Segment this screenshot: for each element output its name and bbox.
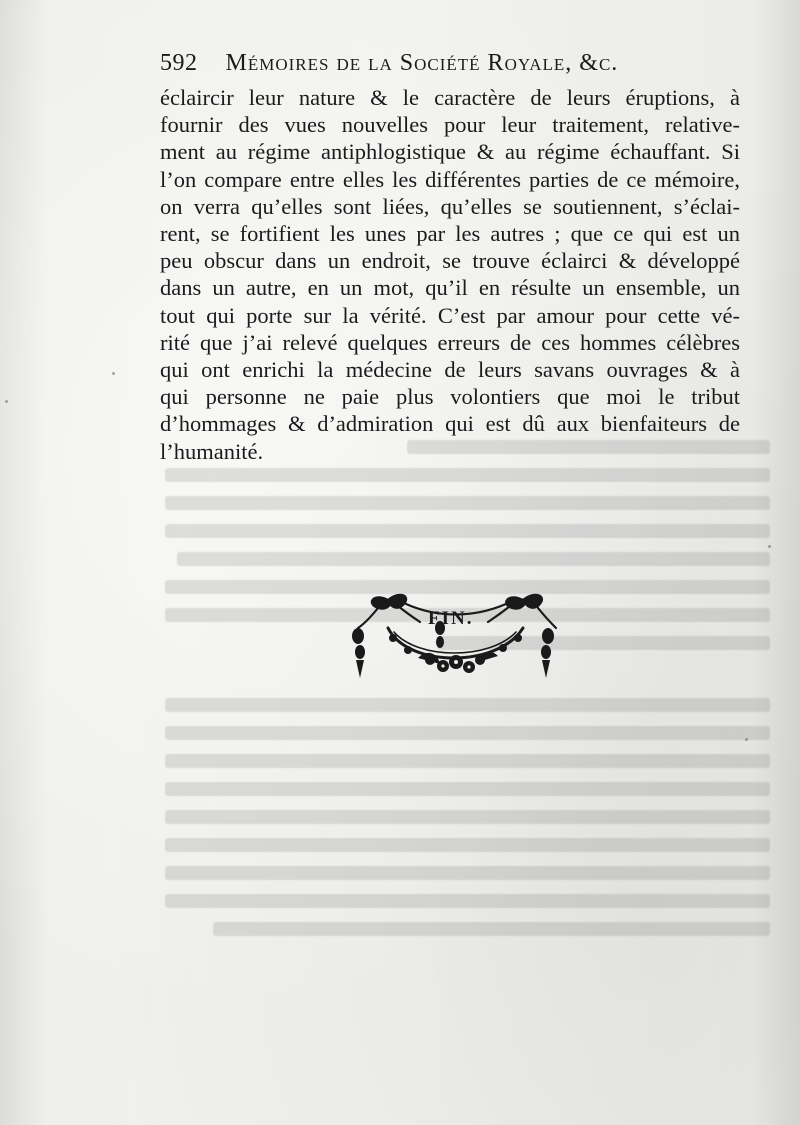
bleed-through-text xyxy=(165,440,770,1000)
paper-speck xyxy=(745,738,748,741)
text-line: éclaircir leur nature & le caractère de leurs éruptions, à xyxy=(160,85,740,110)
paper-speck xyxy=(5,400,8,403)
running-title: Mémoires de la Société Royale, &c. xyxy=(225,50,619,76)
body-paragraph xyxy=(160,84,740,465)
text-line: qui ont enrichi la médecine de leurs savans ouvrages & à xyxy=(160,357,740,383)
text-line: l’humanité. xyxy=(160,438,264,464)
text-line: rité que j’ai relevé quelques erreurs de ces hommes célèbres xyxy=(160,329,740,355)
text-line: d’hommages & d’admiration qui est dû aux bienfaiteurs de xyxy=(160,411,740,437)
fin-label: FIN. xyxy=(428,608,474,629)
text-line: rent, se fortifient les unes par les autres ; que ce qui est un xyxy=(160,221,740,247)
text-line: on verra qu’elles sont liées, qu’elles se soutiennent, s’éclai- xyxy=(160,193,740,219)
paper-speck xyxy=(112,372,115,375)
floral-garland-ornament-icon xyxy=(348,588,563,688)
text-line: qui personne ne paie plus volontiers que moi le tribut xyxy=(160,384,740,410)
text-line: peu obscur dans un endroit, se trouve éclairci & développé xyxy=(160,248,740,274)
text-line: dans un autre, en un mot, qu’il en résulte un ensemble, un xyxy=(160,275,740,301)
running-header xyxy=(160,50,700,77)
text-line: ment au régime antiphlogistique & au régime échauffant. Si xyxy=(160,139,740,165)
text-line: tout qui porte sur la vérité. C’est par amour pour cette vé- xyxy=(160,302,740,328)
text-line: l’on compare entre elles les différentes parties de ce mémoire, xyxy=(160,166,740,192)
page-number: 592 xyxy=(160,50,198,76)
paper-speck xyxy=(768,545,771,548)
text-line: fournir des vues nouvelles pour leur traitement, relative- xyxy=(160,112,740,138)
